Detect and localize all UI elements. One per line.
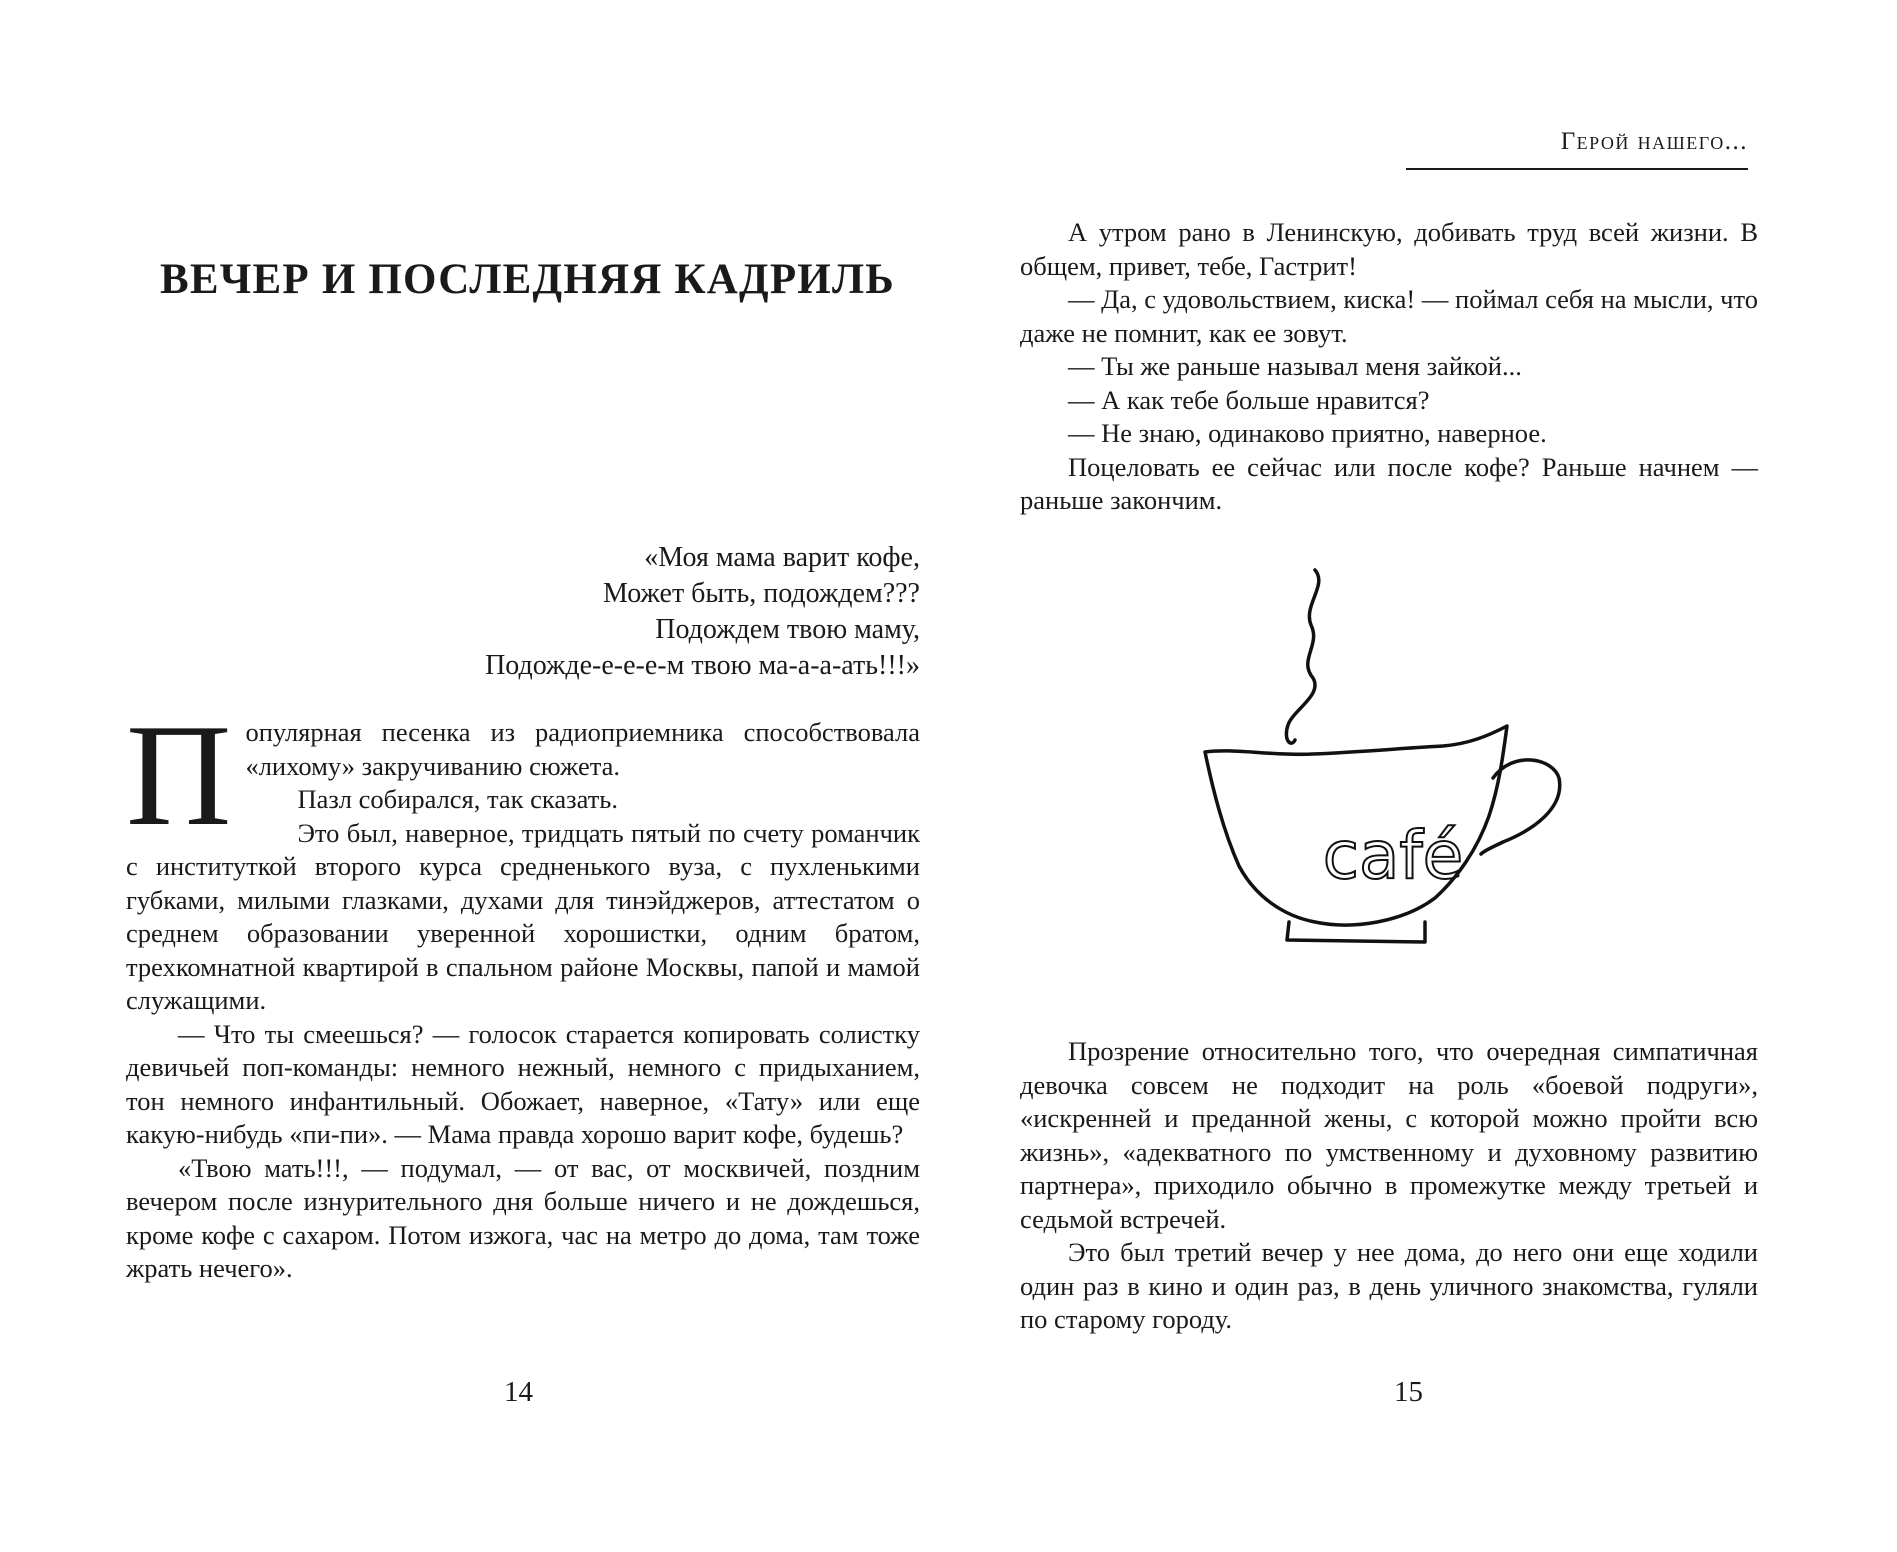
running-head: Герой нашего... [1560, 128, 1748, 155]
paragraph: Прозрение относительно того, что очередная симпатичная девочка совсем не подходит на роль «боевой подруги», «искренней и преданной жены, с которой можно пройти всю жизнь», «адекватного по умственному и духовному развитию партнера», приходило обычно в промежутке между третьей и седьмой встречей. [1020, 1036, 1758, 1234]
right-top-text [1020, 216, 1758, 518]
running-head-rule [1406, 168, 1748, 170]
right-bottom-text [1020, 1035, 1758, 1337]
epigraph-line: Подождем твою маму, [655, 614, 920, 645]
paragraph: Пазл собирался, так сказать. [297, 784, 618, 814]
paragraph: — Не знаю, одинаково приятно, наверное. [1068, 418, 1547, 448]
paragraph: — Ты же раньше называл меня зайкой... [1068, 351, 1522, 381]
page-number-left: 14 [504, 1376, 533, 1408]
paragraph: — Да, с удовольствием, киска! — поймал себя на мысли, что даже не помнит, как ее зовут. [1020, 284, 1758, 348]
paragraph: — А как тебе больше нравится? [1068, 384, 1430, 415]
epigraph-line: Может быть, подождем??? [603, 578, 920, 609]
cup-lettering: café [1322, 817, 1464, 894]
page-number-right: 15 [1394, 1376, 1423, 1408]
paragraph-text: опулярная песенка из радиоприемника способствовала «лихому» закручиванию сюжета. [245, 717, 920, 781]
epigraph [300, 540, 920, 684]
epigraph-line: «Моя мама варит кофе, [644, 542, 920, 573]
paragraph: Это был, наверное, тридцать пятый по счету романчик с институткой второго курса средненького вуза, с пухленькими губками, милыми глазками, духами для тинэйджеров, аттестатом о среднем образовании уверенной хорошистки, одним братом, трехкомнатной квартирой в спальном районе Москвы, папой и мамой служащими. [126, 817, 920, 1015]
paragraph: — Что ты смеешься? — голосок старается копировать солистку девичьей поп-команды: немного нежный, немного с придыханием, тон немного инфантильный. Обожает, наверное, «Тату» или еще какую-нибудь «пи-пи». — Мама правда хорошо варит кофе, будешь? [126, 1018, 920, 1149]
chapter-title: ВЕЧЕР И ПОСЛЕДНЯЯ КАДРИЛЬ [160, 256, 895, 303]
paragraph: «Твою мать!!!, — подумал, — от вас, от москвичей, поздним вечером после изнурительного дня больше ничего и не дождешься, кроме кофе с сахаром. Потом изжога, час на метро до дома, там тоже жрать нечего». [126, 1152, 920, 1283]
coffee-cup-sketch-icon [1203, 560, 1591, 1000]
right-page [948, 0, 1897, 1552]
paragraph: Поцеловать ее сейчас или после кофе? Раньше начнем — раньше закончим. [1020, 451, 1758, 515]
epigraph-line: Подожде-е-е-е-м твою ма-а-а-ать!!!» [485, 650, 920, 681]
drop-cap: П [126, 694, 232, 856]
paragraph: Это был третий вечер у нее дома, до него они еще ходили один раз в кино и один раз, в день уличного знакомства, гуляли по старому городу. [1020, 1237, 1758, 1334]
left-page [0, 0, 948, 1552]
left-body-text [126, 694, 920, 1286]
paragraph: А утром рано в Ленинскую, добивать труд всей жизни. В общем, привет, тебе, Гастрит! [1020, 217, 1758, 281]
